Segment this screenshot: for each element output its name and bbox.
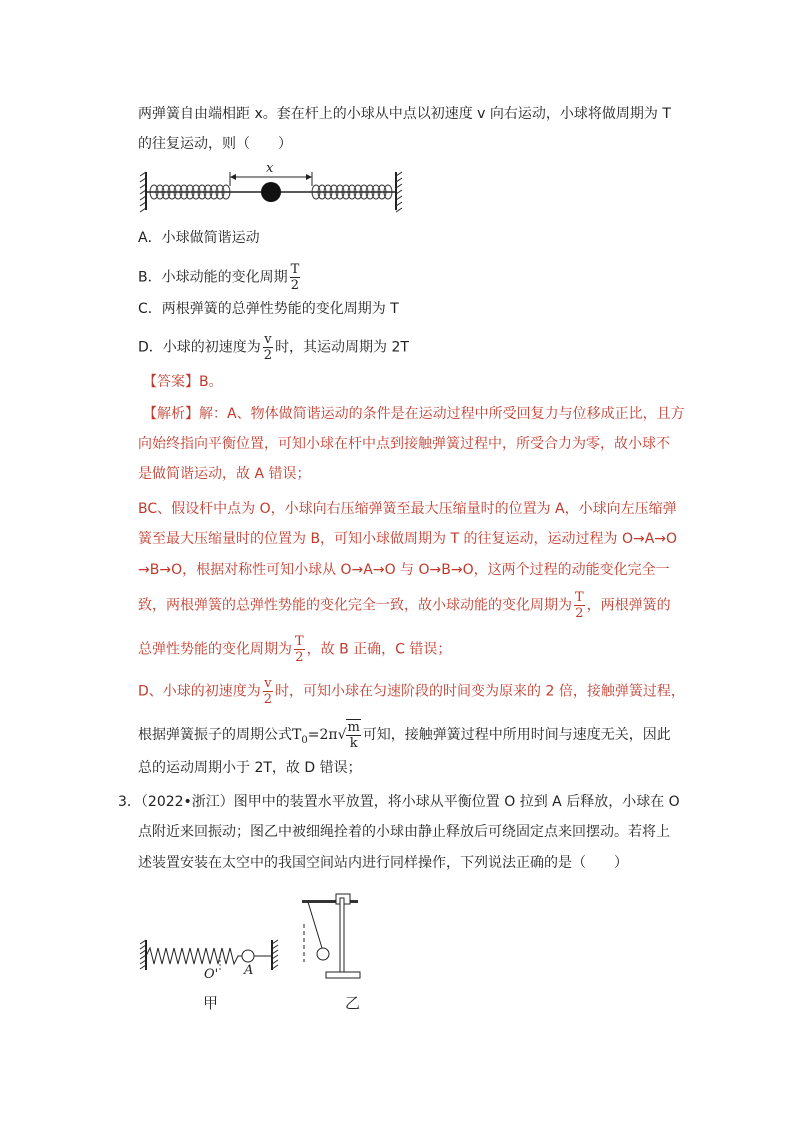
- formula-mid: =2π: [307, 727, 338, 743]
- fraction-t-over-2: [294, 634, 305, 665]
- analysis-line-8: [138, 634, 451, 665]
- fraction-num: T: [295, 634, 304, 649]
- analysis-line-7: [138, 590, 671, 621]
- analysis-text: ，两根弹簧的: [586, 597, 671, 614]
- q3-line-2: 点附近来回振动；图乙中被细绳拴着的小球由静止释放后可绕固定点来回摆动。若将上: [138, 824, 670, 840]
- period-formula: [292, 720, 363, 751]
- x-label: x: [266, 161, 274, 176]
- answer: [143, 372, 223, 392]
- fraction-num: v: [264, 676, 272, 691]
- fraction-den: 2: [575, 606, 584, 621]
- caption-jia: 甲: [203, 994, 219, 1012]
- analysis-text: 总弹性势能的变化周期为: [138, 641, 292, 658]
- fraction-m-over-k: [346, 719, 360, 751]
- fraction-t-over-2: [574, 590, 585, 621]
- q3-number: 3．: [118, 794, 141, 810]
- fraction-num: v: [264, 332, 272, 347]
- spring-oscillator-figure: [138, 936, 288, 984]
- pendulum-figure: [296, 884, 386, 982]
- intro-line-1: 两弹簧自由端相距 x。套在杆上的小球从中点以初速度 v 向右运动，小球将做周期为 T: [138, 106, 671, 122]
- analysis-line-5: 簧至最大压缩量时的位置为 B，可知小球做周期为 T 的往复运动，运动过程为 O→A→O: [138, 531, 678, 547]
- sqrt-sign: √: [337, 727, 347, 743]
- fraction-v-over-2: [263, 676, 273, 707]
- option-d: [138, 332, 409, 363]
- fraction-den: 2: [295, 650, 304, 665]
- formula-t: T: [292, 727, 302, 743]
- option-b-text: B．小球动能的变化周期: [138, 269, 288, 286]
- q3-line-1: [118, 792, 680, 812]
- fraction-den: k: [349, 736, 358, 751]
- fraction-num: T: [290, 262, 300, 277]
- fraction-num: m: [347, 720, 360, 735]
- analysis-text: D、小球的初速度为: [138, 683, 261, 700]
- analysis-line-3: 是做简谐运动，故 A 错误；: [138, 466, 311, 482]
- answer-label: 【答案】: [143, 374, 199, 390]
- option-b: [138, 262, 302, 293]
- label-a: A: [244, 963, 254, 978]
- analysis-text: 时，可知小球在匀速阶段的时间变为原来的 2 倍，接触弹簧过程，: [275, 683, 685, 700]
- analysis-text: 致，两根弹簧的总弹性势能的变化完全一致，故小球动能的变化周期为: [138, 597, 572, 614]
- q3-line-3: 述装置安装在太空中的我国空间站内进行同样操作，下列说法正确的是（ ）: [138, 855, 628, 871]
- answer-value: B。: [199, 374, 223, 390]
- analysis-line-1: [143, 404, 685, 424]
- analysis-line-11: 总的运动周期小于 2T，故 D 错误；: [138, 760, 362, 776]
- fraction-den: 2: [263, 692, 273, 707]
- formula-sub: 0: [301, 734, 308, 746]
- option-a: A．小球做简谐运动: [138, 230, 260, 246]
- intro-line-2: 的往复运动，则（ ）: [138, 136, 292, 152]
- analysis-text: 解：A、物体做简谐运动的条件是在运动过程中所受回复力与位移成正比，且方: [199, 406, 685, 422]
- label-o: O': [204, 967, 219, 982]
- q3-text: （2022•浙江）图甲中的装置水平放置，将小球从平衡位置 O 拉到 A 后释放，小球在 O: [140, 794, 680, 810]
- fraction-v-over-2: [263, 332, 273, 363]
- fraction-t-over-2: [290, 262, 301, 293]
- analysis-text: 根据弹簧振子的周期公式: [138, 727, 292, 743]
- analysis-line-2: 向始终指向平衡位置，可知小球在杆中点到接触弹簧过程中，所受合力为零，故小球不: [138, 436, 670, 452]
- option-d-tail: 时，其运动周期为 2T: [275, 339, 409, 356]
- analysis-text: ，故 B 正确，C 错误；: [306, 641, 452, 658]
- analysis-text: 可知，接触弹簧过程中所用时间与速度无关，因此: [362, 727, 671, 743]
- caption-yi: 乙: [345, 994, 361, 1012]
- option-d-text: D．小球的初速度为: [138, 339, 261, 356]
- analysis-line-10: [138, 719, 671, 751]
- analysis-line-9: [138, 676, 685, 707]
- fraction-den: 2: [290, 278, 300, 293]
- option-c: C．两根弹簧的总弹性势能的变化周期为 T: [138, 301, 399, 317]
- fraction-num: T: [575, 590, 584, 605]
- analysis-line-6: →B→O，根据对称性可知小球从 O→A→O 与 O→B→O，这两个过程的动能变化完全一: [138, 562, 670, 578]
- spring-ball-figure: [138, 160, 408, 216]
- analysis-label: 【解析】: [143, 406, 199, 422]
- analysis-line-4: BC、假设杆中点为 O，小球向右压缩弹簧至最大压缩量时的位置为 A，小球向左压缩弹: [138, 501, 677, 517]
- fraction-den: 2: [263, 348, 273, 363]
